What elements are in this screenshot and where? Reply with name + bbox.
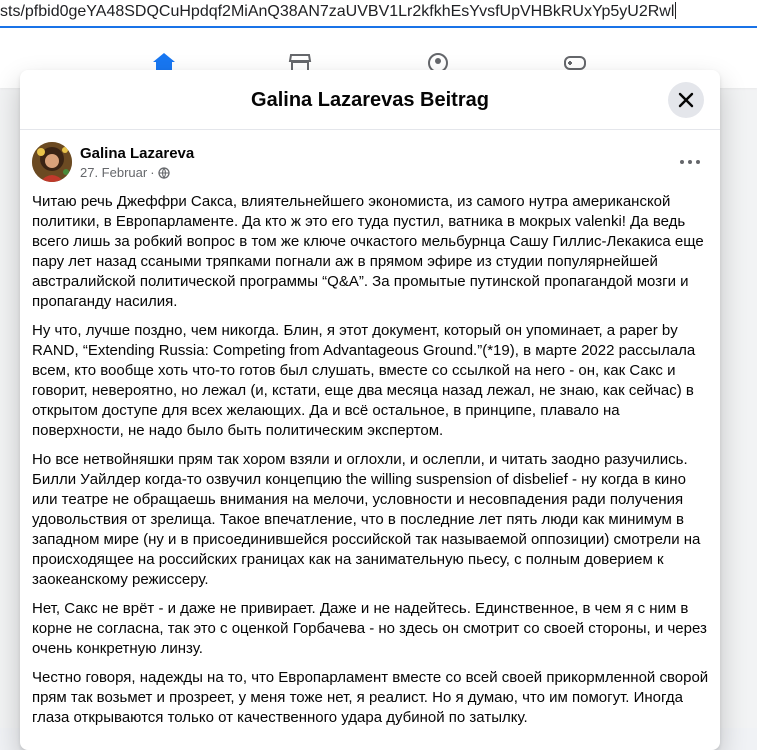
avatar[interactable] — [32, 142, 72, 182]
post-meta — [80, 165, 170, 180]
post-paragraph: Нет, Сакс не врёт - и даже не привирает. Даже и не надейтесь. Единственное, в чем я с ним в корне не согласна, так это с оценкой Горбачева - но здесь он смотрит со своей стороны, и через очень конкретную линзу. — [32, 600, 707, 657]
post-paragraph: Честно говоря, надежды на то, что Европарламент вместе со всей своей прикормленной сворой прям так возьмет и прозреет, у меня тоже нет, я реалист. Но я думаю, что им помогут. Иногда глаза открываются только от качественного удара дубиной по затылку. — [32, 669, 709, 726]
address-bar-url[interactable]: sts/pfbid0geYA48SDQCuHpdqf2MiAnQ38AN7zaUVBV1Lr2kfkhEsYvsfUpVHBkRUxYp5yU2Rwl — [0, 3, 675, 20]
more-options-button[interactable] — [672, 144, 708, 180]
browser-address-bar[interactable] — [0, 0, 757, 28]
post-paragraph: Ну что, лучше поздно, чем никогда. Блин, я этот документ, который он упоминает, a paper by RAND, “Extending Russia: Competing from Advantageous Ground.”(*19), в марте 2022 рассылала всем, кто вообще хоть что-то готов был слушать, вместе со ссылкой на него - он, как Сакс и говорит, невероятно, но лежал (и, кстати, еще два месяца назад лежал, не знаю, как сейчас) в открытом доступе для всех желающих. Да и всё остальное, в принципе, плавало на поверхности, не надо было быть политическим экспертом. — [32, 322, 696, 439]
dialog-header — [20, 70, 720, 130]
globe-icon — [158, 167, 170, 179]
post-text — [32, 192, 712, 737]
meta-separator: · — [150, 165, 155, 180]
more-dots-icon — [680, 160, 700, 164]
close-button[interactable] — [668, 82, 704, 118]
author-name[interactable]: Galina Lazareva — [80, 145, 195, 162]
dialog-title: Galina Lazarevas Beitrag — [251, 89, 489, 111]
post-dialog — [20, 70, 720, 750]
post-paragraph: Но все нетвойняшки прям так хором взяли и оглохли, и ослепли, и читать заодно разучились. Билли Уайлдер когда-то озвучил концепцию the willing suspension of disbelief - ну когда в кино или театре не обращаешь внимания на мелочи, условности и несовпадения ради получения удовольствия от зрелища. Такое впечатление, что в последние лет пять люди как минимум в западном мире (ну и в присоединившейся российской так называемой оппозиции) смотрели на происходящее на российских границах как на занимательную пьесу, с полным доверием к заокеанскому режиссеру. — [32, 451, 701, 588]
close-icon — [677, 91, 695, 109]
post-date[interactable]: 27. Februar — [80, 165, 148, 180]
post-paragraph: Читаю речь Джеффри Сакса, влиятельнейшего экономиста, из самого нутра американской политики, в Европарламенте. Да кто ж это его туда пустил, ватника в мокрых valenki! Да ведь всего лишь за робкий вопрос в том же ключе очкастого мельбурнца Сашу Гиллис-Лекакиса еще пару лет назад ссаными тряпками погнали аж в прямом эфире из студии популярнейшей австралийской политической программы “Q&A”. За промытые путинской пропагандой мозги и пропаганду насилия. — [32, 193, 704, 310]
post-header — [32, 142, 708, 186]
